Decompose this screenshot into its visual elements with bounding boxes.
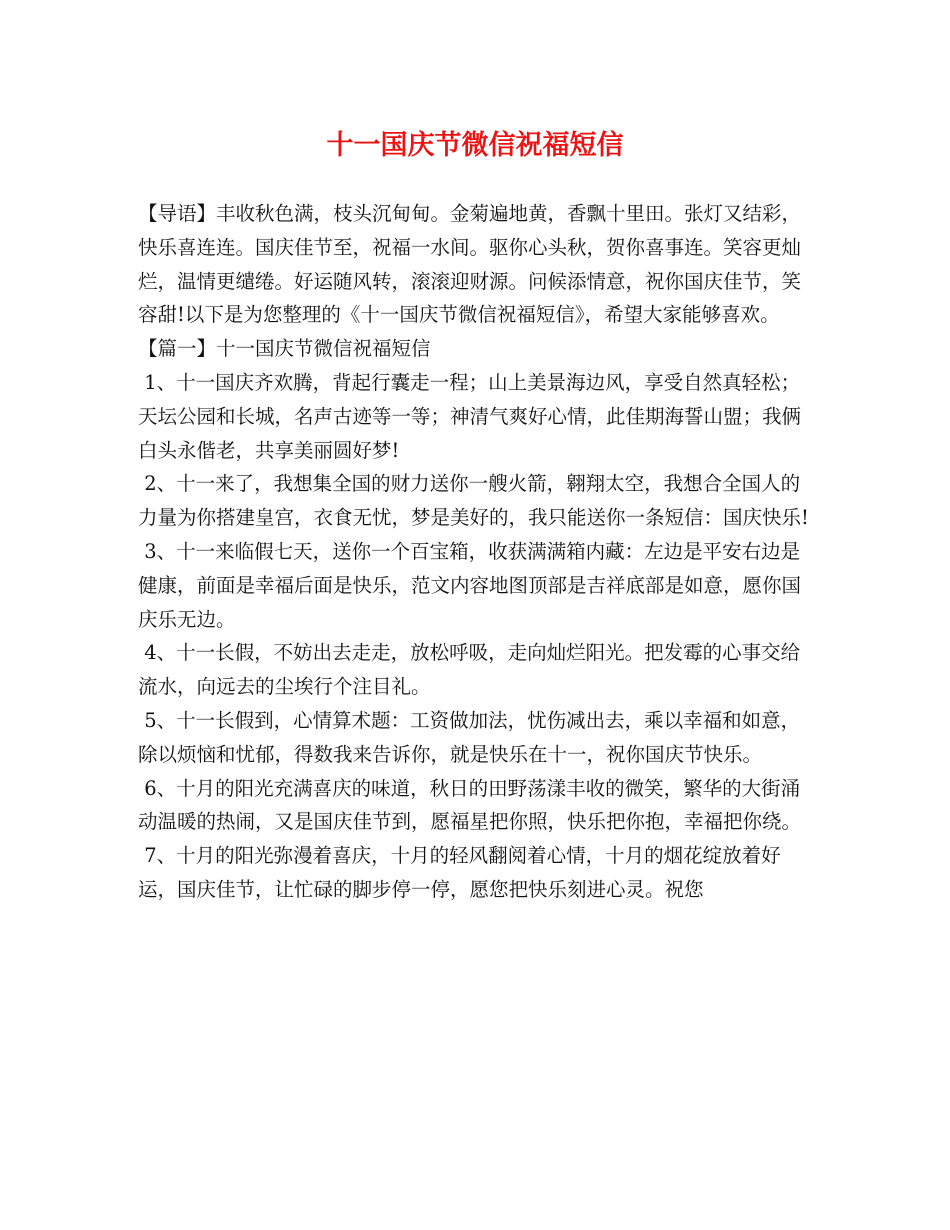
message-item-6: 6、十月的阳光充满喜庆的味道，秋日的田野荡漾丰收的微笑，繁华的大街涌动温暖的热闹，又是国庆佳节到，愿福星把你照，快乐把你抱，幸福把你绕。 <box>138 776 802 834</box>
message-item-3: 3、十一来临假七天，送你一个百宝箱，收获满满箱内藏：左边是平安右边是健康，前面是幸福后面是快乐，范文内容地图顶部是吉祥底部是如意，愿你国庆乐无边。 <box>138 539 802 631</box>
section-heading: 【篇一】十一国庆节微信祝福短信 <box>138 337 431 361</box>
message-item-2: 2、十一来了，我想集全国的财力送你一艘火箭，翱翔太空，我想合全国人的力量为你搭建皇宫，衣食无忧，梦是美好的，我只能送你一条短信：国庆快乐! <box>138 472 809 530</box>
message-item-7: 7、十月的阳光弥漫着喜庆，十月的轻风翻阅着心情，十月的烟花绽放着好运，国庆佳节，让忙碌的脚步停一停，愿您把快乐刻进心灵。祝您 <box>138 844 781 901</box>
intro-paragraph: 【导语】丰收秋色满，枝头沉甸甸。金菊遍地黄，香飘十里田。张灯又结彩，快乐喜连连。国庆佳节至，祝福一水间。驱你心头秋，贺你喜事连。笑容更灿烂，温情更缱绻。好运随风转，滚滚迎财源。问候添情意，祝你国庆佳节，笑容甜!以下是为您整理的《十一国庆节微信祝福短信》，希望大家能够喜欢。 <box>138 202 802 327</box>
document-body <box>138 197 818 907</box>
document-title: 十一国庆节微信祝福短信 <box>326 130 624 161</box>
message-item-5: 5、十一长假到，心情算术题：工资做加法，忧伤减出去，乘以幸福和如意，除以烦恼和忧郁，得数我来告诉你，就是快乐在十一，祝你国庆节快乐。 <box>138 708 801 766</box>
message-item-4: 4、十一长假，不妨出去走走，放松呼吸，走向灿烂阳光。把发霉的心事交给流水，向远去的尘埃行个注目礼。 <box>138 641 801 699</box>
message-item-1: 1、十一国庆齐欢腾，背起行囊走一程；山上美景海边风，享受自然真轻松；天坛公园和长城，名声古迹等一等；神清气爽好心情，此佳期海誓山盟；我俩白头永偕老，共享美丽圆好梦! <box>138 370 802 462</box>
